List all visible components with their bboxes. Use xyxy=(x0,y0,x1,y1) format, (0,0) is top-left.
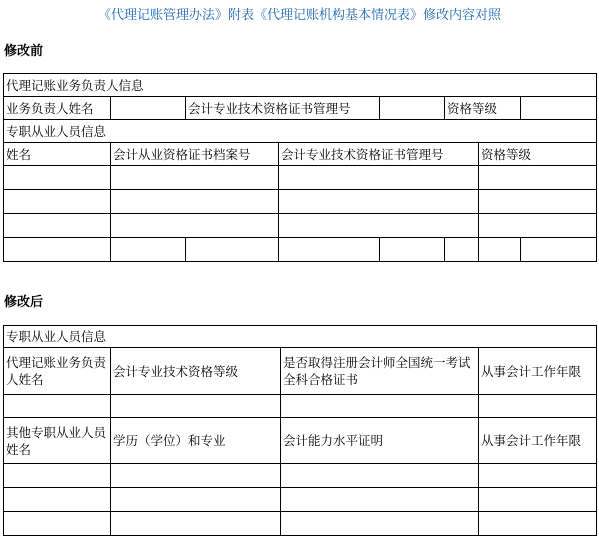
column-header-archive-number: 会计从业资格证书档案号 xyxy=(111,143,279,166)
column-header-responsible-name: 代理记账业务负责人姓名 xyxy=(4,348,111,395)
label-qualification-level: 资格等级 xyxy=(445,97,521,120)
column-header-other-staff-name: 其他专职从业人员姓名 xyxy=(4,418,111,464)
before-table xyxy=(3,73,597,262)
value-responsible-name xyxy=(111,97,186,120)
table-row xyxy=(4,238,597,262)
section-title-fulltime-staff: 专职从业人员信息 xyxy=(4,326,597,348)
column-header-work-years: 从事会计工作年限 xyxy=(479,418,597,464)
label-cert-number: 会计专业技术资格证书管理号 xyxy=(186,97,380,120)
value-cert-number xyxy=(380,97,445,120)
table-row xyxy=(4,512,597,536)
column-header-education-major: 学历（学位）和专业 xyxy=(111,418,281,464)
section-title-responsible-person: 代理记账业务负责人信息 xyxy=(4,74,597,97)
before-heading: 修改前 xyxy=(4,44,44,59)
column-header-qualification-level: 会计专业技术资格等级 xyxy=(111,348,281,395)
value-qualification-level xyxy=(521,97,597,120)
table-row xyxy=(4,395,597,418)
after-heading: 修改后 xyxy=(4,295,44,310)
column-header-level: 资格等级 xyxy=(479,143,597,166)
label-responsible-name: 业务负责人姓名 xyxy=(4,97,111,120)
column-header-name: 姓名 xyxy=(4,143,111,166)
table-row xyxy=(4,488,597,512)
column-header-cert-number: 会计专业技术资格证书管理号 xyxy=(279,143,479,166)
after-table xyxy=(3,325,597,536)
table-row xyxy=(4,190,597,214)
column-header-cpa-certificate: 是否取得注册会计师全国统一考试全科合格证书 xyxy=(281,348,479,395)
section-title-fulltime-staff: 专职从业人员信息 xyxy=(4,120,597,143)
column-header-competence-proof: 会计能力水平证明 xyxy=(281,418,479,464)
table-row xyxy=(4,214,597,238)
table-row xyxy=(4,464,597,488)
page-title: 《代理记账管理办法》附表《代理记账机构基本情况表》修改内容对照 xyxy=(97,8,501,23)
table-row xyxy=(4,166,597,190)
column-header-work-years: 从事会计工作年限 xyxy=(479,348,597,395)
